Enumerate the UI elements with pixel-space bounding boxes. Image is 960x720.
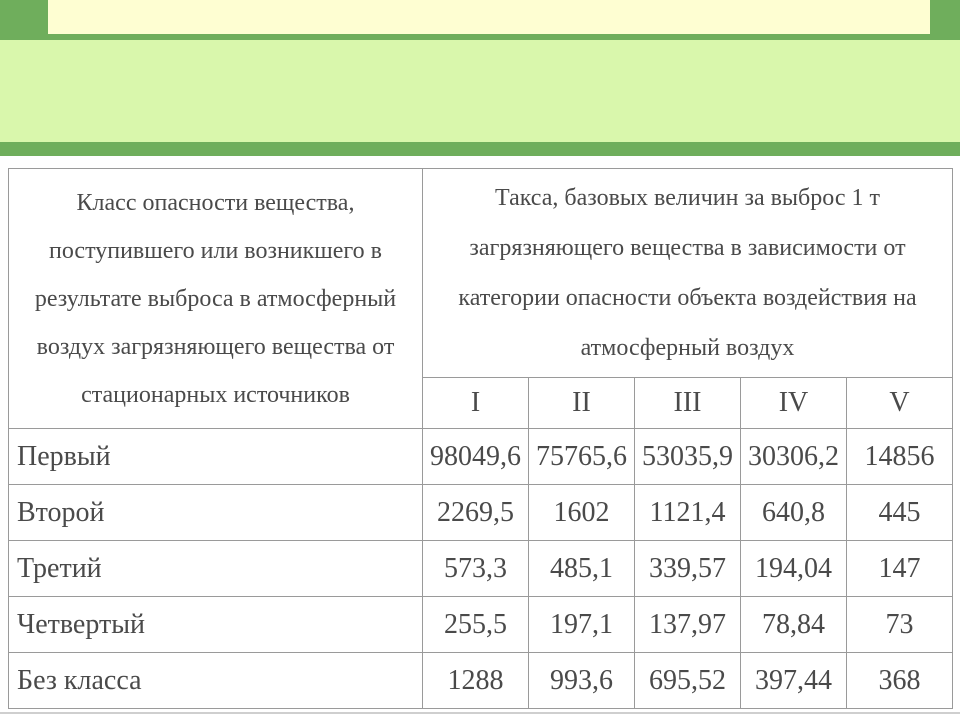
table-cell: 14856: [847, 429, 953, 485]
table-row: [9, 485, 953, 541]
table-cell: 993,6: [529, 653, 635, 709]
table-cell: 147: [847, 541, 953, 597]
table-row: [9, 541, 953, 597]
row-label: Третий: [9, 541, 423, 597]
row-label: Без класса: [9, 653, 423, 709]
row-label: Второй: [9, 485, 423, 541]
header-hazard-class: Класс опасности вещества, поступившего или возникшего в результате выброса в атмосферный воздух загрязняющего вещества от стационарных источников: [9, 169, 423, 429]
table-cell: 695,52: [635, 653, 741, 709]
table-cell: 78,84: [741, 597, 847, 653]
table-cell: 368: [847, 653, 953, 709]
table-row: [9, 597, 953, 653]
row-label: Первый: [9, 429, 423, 485]
table-cell: 98049,6: [423, 429, 529, 485]
table-cell: 339,57: [635, 541, 741, 597]
header-tax-rate: Такса, базовых величин за выброс 1 т загрязняющего вещества в зависимости от категории опасности объекта воздействия на атмосферный воздух: [423, 169, 953, 378]
table-cell: 73: [847, 597, 953, 653]
header-row: [9, 169, 953, 378]
table-cell: 197,1: [529, 597, 635, 653]
table-cell: 485,1: [529, 541, 635, 597]
category-header: I: [423, 378, 529, 429]
table-cell: 1121,4: [635, 485, 741, 541]
subtitle-area: [0, 40, 960, 142]
tax-table-container: [8, 168, 953, 708]
category-header: IV: [741, 378, 847, 429]
table-cell: 194,04: [741, 541, 847, 597]
table-cell: 640,8: [741, 485, 847, 541]
category-header: II: [529, 378, 635, 429]
category-header: V: [847, 378, 953, 429]
table-row: [9, 653, 953, 709]
category-header: III: [635, 378, 741, 429]
tax-table: [8, 168, 953, 709]
table-cell: 75765,6: [529, 429, 635, 485]
slide-title-box: [48, 0, 930, 34]
bottom-divider: [0, 712, 960, 714]
table-cell: 2269,5: [423, 485, 529, 541]
table-cell: 1288: [423, 653, 529, 709]
table-cell: 1602: [529, 485, 635, 541]
table-cell: 397,44: [741, 653, 847, 709]
table-cell: 30306,2: [741, 429, 847, 485]
table-cell: 53035,9: [635, 429, 741, 485]
table-cell: 255,5: [423, 597, 529, 653]
row-label: Четвертый: [9, 597, 423, 653]
separator-band: [0, 142, 960, 156]
table-cell: 573,3: [423, 541, 529, 597]
table-cell: 445: [847, 485, 953, 541]
table-cell: 137,97: [635, 597, 741, 653]
table-row: [9, 429, 953, 485]
